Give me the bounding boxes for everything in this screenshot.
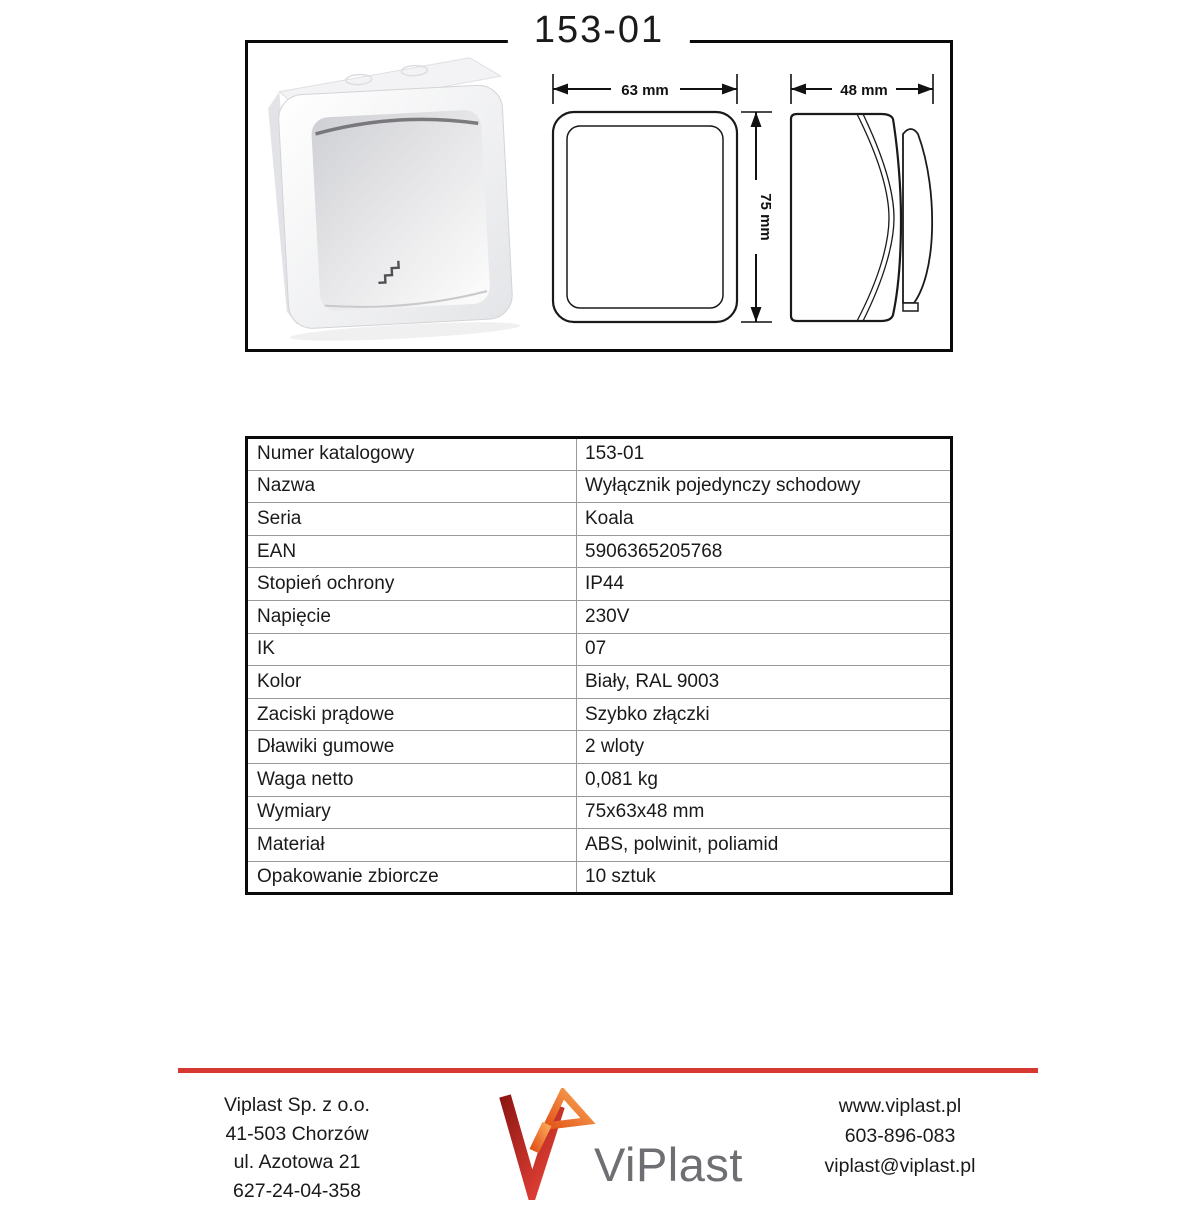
product-code-title: 153-01 bbox=[508, 8, 690, 52]
side-rocker-profile bbox=[903, 129, 932, 303]
spec-value: 0,081 kg bbox=[577, 763, 952, 796]
table-row bbox=[247, 829, 952, 862]
table-row bbox=[247, 470, 952, 503]
logo-orange-triangle bbox=[547, 1093, 588, 1126]
viplast-logo-icon bbox=[497, 1088, 601, 1200]
spec-value: Wyłącznik pojedynczy schodowy bbox=[577, 470, 952, 503]
table-row bbox=[247, 633, 952, 666]
spec-value: 2 wloty bbox=[577, 731, 952, 764]
table-row bbox=[247, 861, 952, 894]
spec-label: Wymiary bbox=[247, 796, 577, 829]
spec-label: IK bbox=[247, 633, 577, 666]
side-view-drawing bbox=[781, 58, 946, 338]
table-row bbox=[247, 666, 952, 699]
spec-label: Waga netto bbox=[247, 763, 577, 796]
footer-divider bbox=[178, 1068, 1038, 1073]
table-row bbox=[247, 568, 952, 601]
company-name: Viplast Sp. z o.o. bbox=[182, 1091, 412, 1120]
spec-value: 153-01 bbox=[577, 438, 952, 471]
spec-value: 07 bbox=[577, 633, 952, 666]
spec-label: Stopień ochrony bbox=[247, 568, 577, 601]
arrowhead-right-icon bbox=[722, 84, 737, 95]
arrowhead-up-icon bbox=[751, 112, 762, 127]
company-city: 41-503 Chorzów bbox=[182, 1120, 412, 1149]
spec-value: Biały, RAL 9003 bbox=[577, 666, 952, 699]
table-row bbox=[247, 763, 952, 796]
table-row bbox=[247, 698, 952, 731]
front-view-drawing bbox=[543, 58, 778, 338]
arrowhead-left-icon bbox=[553, 84, 568, 95]
company-contact bbox=[785, 1091, 1015, 1181]
spec-value: 5906365205768 bbox=[577, 535, 952, 568]
spec-value: Koala bbox=[577, 503, 952, 536]
arrowhead-left-icon bbox=[791, 84, 806, 95]
contact-phone: 603-896-083 bbox=[785, 1121, 1015, 1151]
spec-label: Nazwa bbox=[247, 470, 577, 503]
front-outer-outline bbox=[553, 112, 737, 322]
spec-label: Zaciski prądowe bbox=[247, 698, 577, 731]
arrowhead-right-icon bbox=[918, 84, 933, 95]
product-photo bbox=[253, 48, 531, 346]
table-row bbox=[247, 535, 952, 568]
contact-email: viplast@viplast.pl bbox=[785, 1151, 1015, 1181]
switch-rocker bbox=[311, 109, 491, 312]
spec-label: Materiał bbox=[247, 829, 577, 862]
side-body-profile bbox=[791, 114, 901, 321]
website-link: www.viplast.pl bbox=[785, 1091, 1015, 1121]
spec-label: Dławiki gumowe bbox=[247, 731, 577, 764]
spec-label: Kolor bbox=[247, 666, 577, 699]
table-row bbox=[247, 503, 952, 536]
company-address bbox=[182, 1091, 412, 1205]
table-row bbox=[247, 600, 952, 633]
switch-photo-group bbox=[266, 56, 520, 345]
side-depth-dim-label: 48 mm bbox=[840, 82, 888, 99]
arrowhead-down-icon bbox=[751, 307, 762, 322]
spec-label: Seria bbox=[247, 503, 577, 536]
spec-value: IP44 bbox=[577, 568, 952, 601]
spec-value: 230V bbox=[577, 600, 952, 633]
spec-label: Numer katalogowy bbox=[247, 438, 577, 471]
spec-value: 10 sztuk bbox=[577, 861, 952, 894]
spec-table bbox=[245, 436, 953, 895]
table-row bbox=[247, 438, 952, 471]
spec-label: Opakowanie zbiorcze bbox=[247, 861, 577, 894]
spec-label: EAN bbox=[247, 535, 577, 568]
viplast-logo-text: ViPlast bbox=[594, 1139, 743, 1191]
spec-value: Szybko złączki bbox=[577, 698, 952, 731]
table-row bbox=[247, 731, 952, 764]
spec-label: Napięcie bbox=[247, 600, 577, 633]
front-width-dim-label: 63 mm bbox=[621, 82, 669, 99]
company-street: ul. Azotowa 21 bbox=[182, 1148, 412, 1177]
front-height-dim-label: 75 mm bbox=[757, 193, 774, 241]
spec-value: ABS, polwinit, poliamid bbox=[577, 829, 952, 862]
side-rocker-foot bbox=[903, 303, 918, 311]
spec-table-section bbox=[245, 436, 953, 895]
spec-value: 75x63x48 mm bbox=[577, 796, 952, 829]
table-row bbox=[247, 796, 952, 829]
company-phone: 627-24-04-358 bbox=[182, 1177, 412, 1205]
